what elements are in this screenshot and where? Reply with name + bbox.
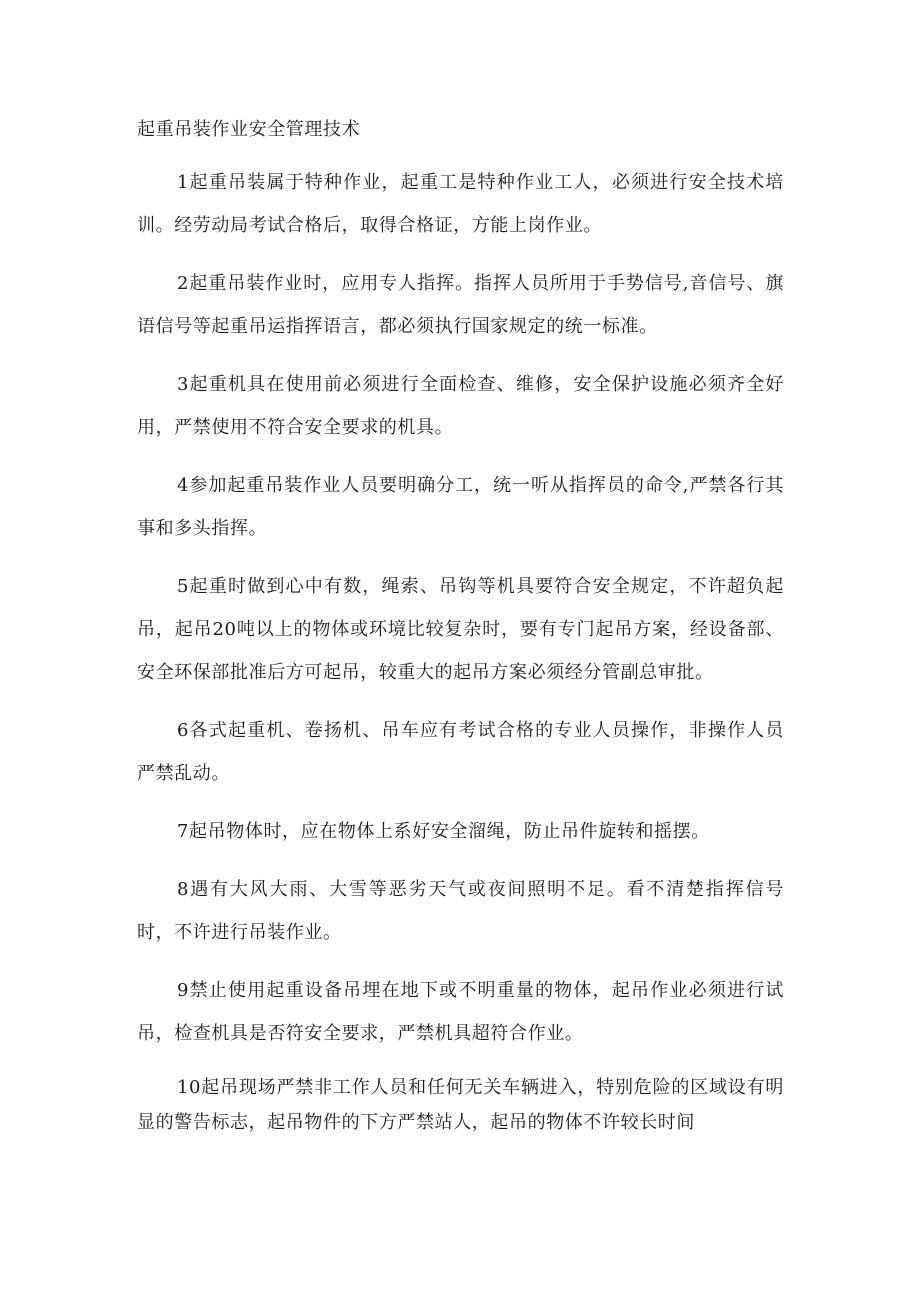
paragraph-3: 3起重机具在使用前必须进行全面检查、维修，安全保护设施必须齐全好用，严禁使用不符合安全要求的机具。 — [137, 374, 784, 438]
paragraph-1: 1起重吊装属于特种作业，起重工是特种作业工人，必须进行安全技术培训。经劳动局考试合格后，取得合格证，方能上岗作业。 — [137, 172, 784, 236]
paragraph-7: 7起吊物体时，应在物体上系好安全溜绳，防止吊件旋转和摇摆。 — [177, 821, 710, 842]
paragraph-9: 9禁止使用起重设备吊埋在地下或不明重量的物体，起吊作业必须进行试吊，检查机具是否符安全要求，严禁机具超符合作业。 — [137, 980, 784, 1044]
paragraph-10: 10起吊现场严禁非工作人员和任何无关车辆进入，特别危险的区域设有明显的警告标志，起吊物件的下方严禁站人，起吊的物体不许较长时间 — [137, 1077, 784, 1133]
paragraph-2: 2起重吊装作业时，应用专人指挥。指挥人员所用于手势信号,音信号、旗语信号等起重吊运指挥语言，都必须执行国家规定的统一标准。 — [137, 273, 784, 337]
paragraph-4: 4参加起重吊装作业人员要明确分工，统一听从指挥员的命令,严禁各行其事和多头指挥。 — [137, 475, 784, 539]
document-title: 起重吊装作业安全管理技术 — [137, 119, 361, 140]
document-body — [137, 112, 784, 1155]
paragraph-6: 6各式起重机、卷扬机、吊车应有考试合格的专业人员操作，非操作人员严禁乱动。 — [137, 720, 784, 784]
paragraph-5: 5起重时做到心中有数，绳索、吊钩等机具要符合安全规定，不许超负起吊，起吊20吨以上的物体或环境比较复杂时，要有专门起吊方案，经设备部、安全环保部批准后方可起吊，较重大的起吊方案必须经分管副总审批。 — [137, 576, 784, 683]
paragraph-8: 8遇有大风大雨、大雪等恶劣天气或夜间照明不足。看不清楚指挥信号时，不许进行吊装作业。 — [137, 879, 784, 943]
